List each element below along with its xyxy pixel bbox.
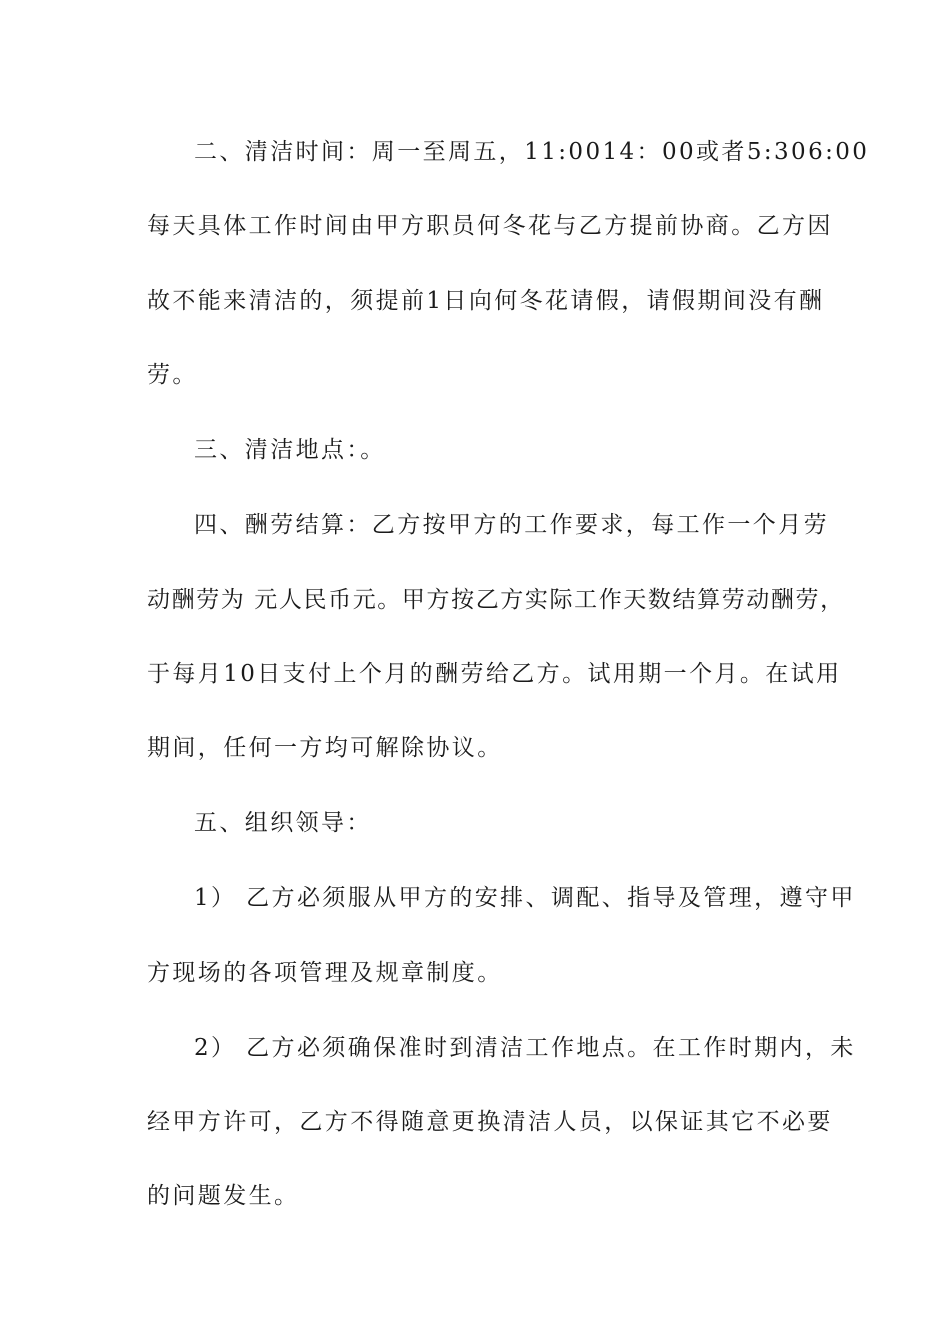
list-item-2: 2） 乙方必须确保准时到清洁工作地点。在工作时期内，未 (194, 1035, 856, 1061)
paragraph-line: 劳。 (147, 362, 198, 388)
section-3-heading: 三、清洁地点：。 (194, 437, 386, 463)
paragraph-line: 每天具体工作时间由甲方职员何冬花与乙方提前协商。乙方因 (147, 213, 833, 239)
paragraph-line: 期间，任何一方均可解除协议。 (147, 735, 503, 761)
section-2-heading: 二、清洁时间：周一至周五，11:0014：00或者5:306:00 (194, 139, 870, 165)
section-5-heading: 五、组织领导： (194, 810, 372, 836)
paragraph-line: 经甲方许可，乙方不得随意更换清洁人员，以保证其它不必要 (147, 1109, 833, 1135)
paragraph-line: 方现场的各项管理及规章制度。 (147, 960, 503, 986)
paragraph-line: 于每月10日支付上个月的酬劳给乙方。试用期一个月。在试用 (147, 661, 842, 687)
paragraph-line: 动酬劳为 元人民币元。甲方按乙方实际工作天数结算劳动酬劳， (147, 587, 845, 613)
list-item-1: 1） 乙方必须服从甲方的安排、调配、指导及管理，遵守甲 (194, 885, 856, 911)
paragraph-line: 的问题发生。 (147, 1183, 300, 1209)
section-4-heading: 四、酬劳结算：乙方按甲方的工作要求，每工作一个月劳 (194, 512, 829, 538)
paragraph-line: 故不能来清洁的，须提前1日向何冬花请假，请假期间没有酬 (147, 288, 825, 314)
